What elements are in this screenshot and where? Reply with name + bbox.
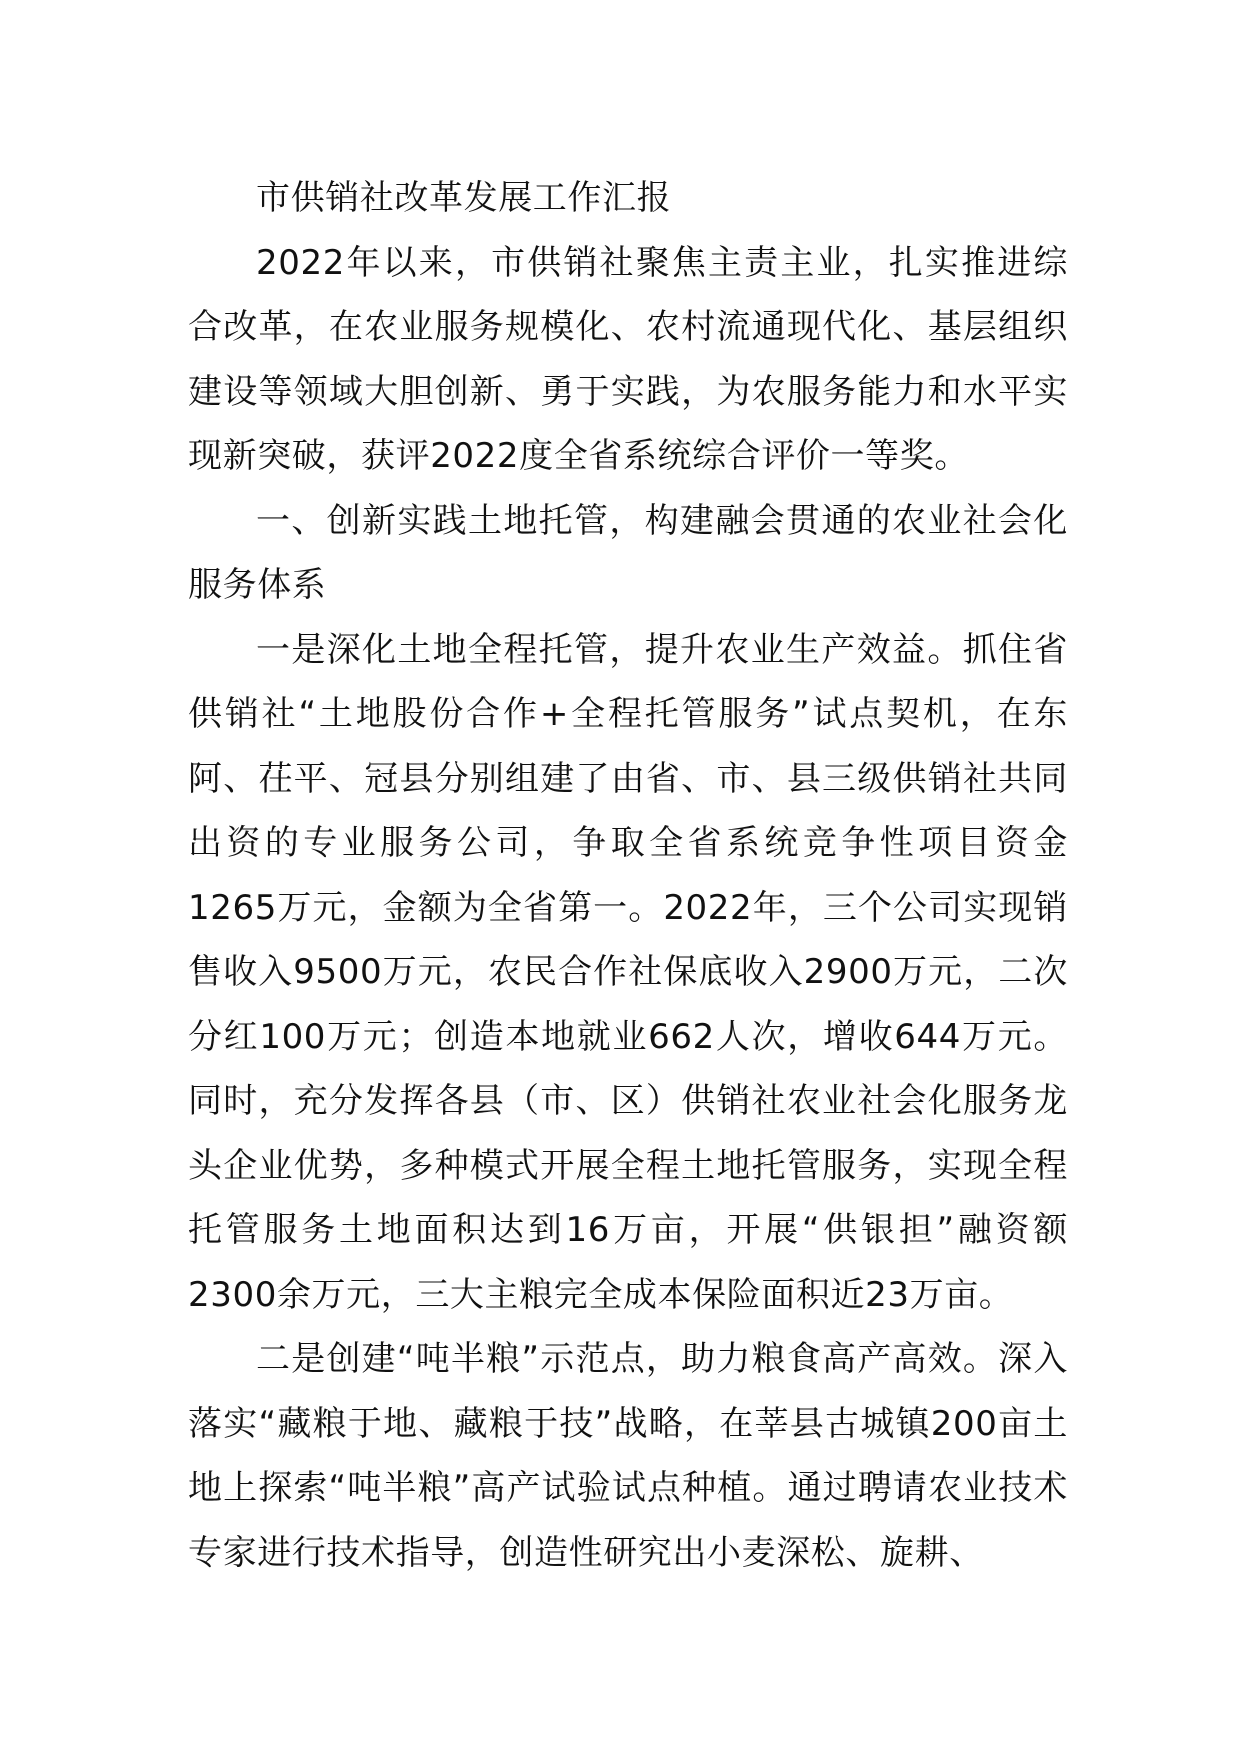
- section-heading-1: 一、创新实践土地托管，构建融会贯通的农业社会化服务体系: [188, 500, 1068, 605]
- document-body: [188, 166, 1068, 1585]
- body-paragraph: 二是创建“吨半粮”示范点，助力粮食高产高效。深入落实“藏粮于地、藏粮于技”战略，在莘县古城镇200亩土地上探索“吨半粮”高产试验试点种植。通过聘请农业技术专家进行技术指导，创造性研究出小麦深松、旋耕、: [188, 1339, 1068, 1573]
- intro-paragraph: 2022年以来，市供销社聚焦主责主业，扎实推进综合改革，在农业服务规模化、农村流通现代化、基层组织建设等领域大胆创新、勇于实践，为农服务能力和水平实现新突破，获评2022度全省系统综合评价一等奖。: [188, 242, 1068, 476]
- document-title: 市供销社改革发展工作汇报: [256, 178, 672, 218]
- body-paragraph: 一是深化土地全程托管，提升农业生产效益。抓住省供销社“土地股份合作+全程托管服务”试点契机，在东阿、茌平、冠县分别组建了由省、市、县三级供销社共同出资的专业服务公司，争取全省系统竞争性项目资金1265万元，金额为全省第一。2022年，三个公司实现销售收入9500万元，农民合作社保底收入2900万元，二次分红100万元；创造本地就业662人次，增收644万元。同时，充分发挥各县（市、区）供销社农业社会化服务龙头企业优势，多种模式开展全程土地托管服务，实现全程托管服务土地面积达到16万亩，开展“供银担”融资额2300余万元，三大主粮完全成本保险面积近23万亩。: [188, 629, 1068, 1315]
